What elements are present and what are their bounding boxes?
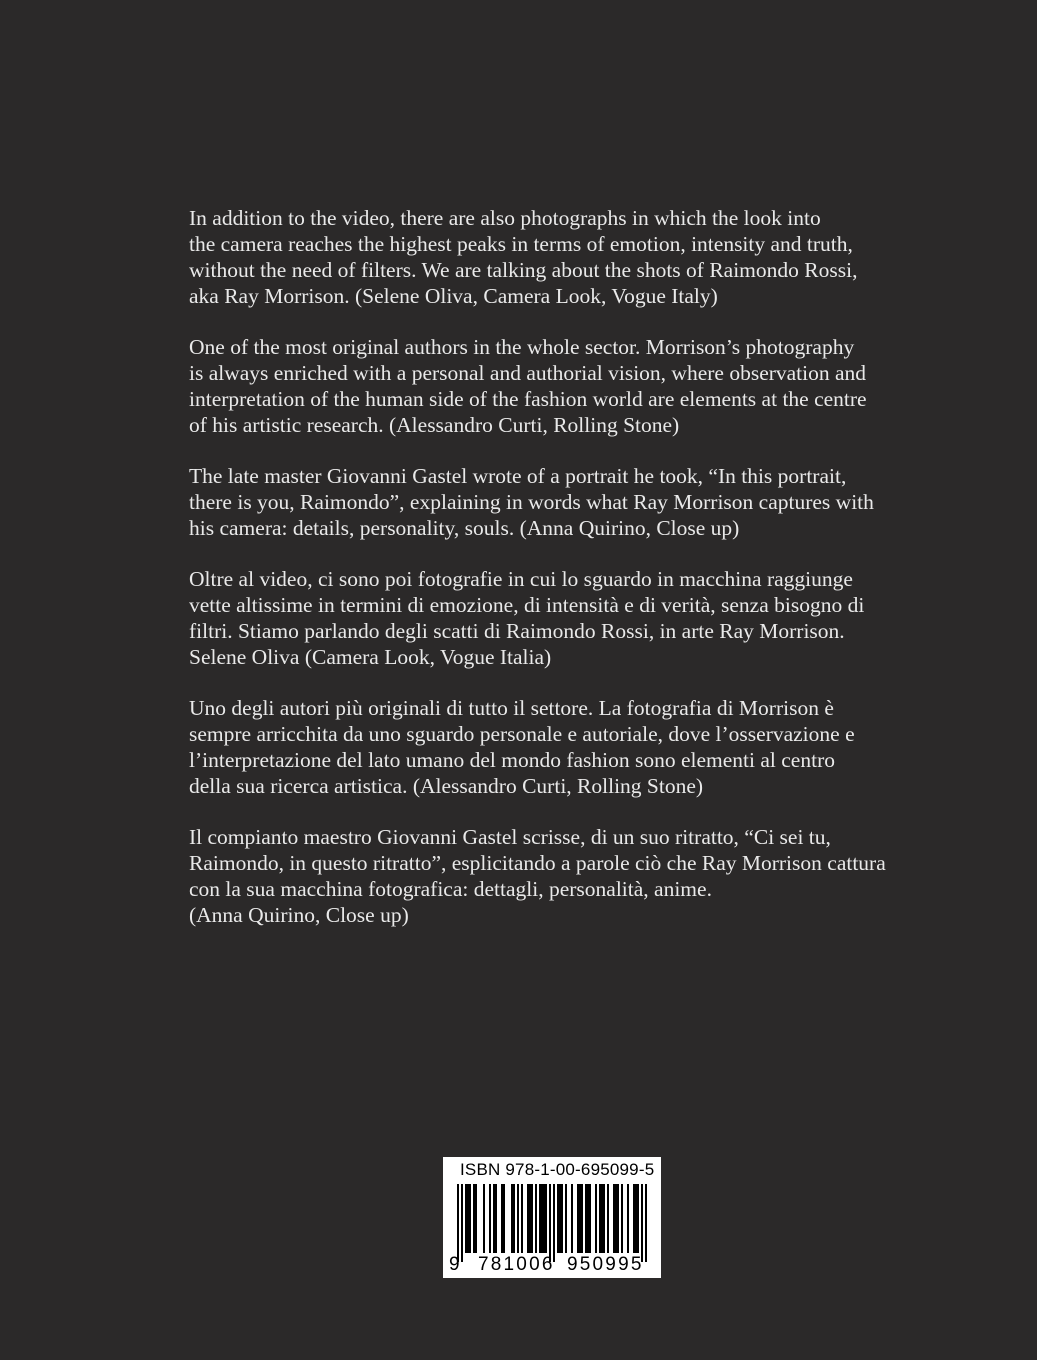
barcode-bar (475, 1184, 477, 1253)
text-line: Uno degli autori più originali di tutto il settore. La fotografia di Morrison è (189, 696, 834, 720)
text-line: is always enriched with a personal and authorial vision, where observation and (189, 361, 867, 385)
text-line: In addition to the video, there are also photographs in which the look into (189, 206, 821, 230)
barcode-bar (531, 1184, 533, 1253)
review-paragraph-6 (189, 824, 949, 928)
barcode-bar (513, 1184, 515, 1253)
text-line: (Anna Quirino, Close up) (189, 903, 409, 927)
barcode-bar (617, 1184, 619, 1253)
barcode-bar (457, 1184, 459, 1262)
text-line: filtri. Stiamo parlando degli scatti di Raimondo Rossi, in arte Ray Morrison. (189, 619, 845, 643)
text-line: Il compianto maestro Giovanni Gastel scrisse, di un suo ritratto, “Ci sei tu, (189, 825, 831, 849)
barcode-bar (511, 1184, 513, 1253)
barcode-bar (577, 1184, 579, 1253)
barcode-bar (517, 1184, 519, 1253)
barcode-bar (589, 1184, 591, 1253)
barcode-bar (645, 1184, 647, 1262)
review-paragraph-4 (189, 566, 949, 670)
isbn-label: ISBN 978-1-00-695099-5 (460, 1160, 655, 1179)
barcode-bar (527, 1184, 529, 1253)
text-line: con la sua macchina fotografica: dettagli, personalità, anime. (189, 877, 712, 901)
review-paragraph-1 (189, 205, 949, 309)
barcode-bar (585, 1184, 587, 1253)
barcode-bar (469, 1184, 471, 1253)
text-line: One of the most original authors in the whole sector. Morrison’s photography (189, 335, 855, 359)
barcode-first-digit: 9 (449, 1254, 462, 1275)
barcode-bar (545, 1184, 547, 1253)
barcode-bar (607, 1184, 609, 1253)
barcode-bar (541, 1184, 543, 1253)
barcode-bar (559, 1184, 561, 1253)
barcode-bar (561, 1184, 563, 1253)
barcode-bar (613, 1184, 615, 1253)
text-line: Oltre al video, ci sono poi fotografie in cui lo sguardo in macchina raggiunge (189, 567, 853, 591)
barcode-bar (553, 1184, 555, 1262)
barcode-bar (461, 1184, 463, 1262)
text-line: interpretation of the human side of the fashion world are elements at the centre (189, 387, 867, 411)
barcode-bar (529, 1184, 531, 1253)
barcode-bar (489, 1184, 491, 1253)
text-line: vette altissime in termini di emozione, di intensità e di verità, senza bisogno di (189, 593, 865, 617)
barcode-bar (635, 1184, 637, 1253)
barcode-bar (587, 1184, 589, 1253)
barcode-bar (615, 1184, 617, 1253)
barcode-bar (465, 1184, 467, 1253)
barcode-bar (603, 1184, 605, 1253)
barcode-bar (557, 1184, 559, 1253)
barcode-bar (493, 1184, 495, 1253)
barcode-bar (549, 1184, 551, 1262)
barcode-bar (543, 1184, 545, 1253)
barcode-bar (521, 1184, 523, 1253)
text-line: the camera reaches the highest peaks in terms of emotion, intensity and truth, (189, 232, 853, 256)
blurb-text (189, 205, 949, 953)
text-line: l’interpretazione del lato umano del mondo fashion sono elementi al centro (189, 748, 835, 772)
barcode-bar (599, 1184, 601, 1253)
barcode-bar (503, 1184, 505, 1253)
text-line: della sua ricerca artistica. (Alessandro Curti, Rolling Stone) (189, 774, 704, 798)
text-line: Selene Oliva (Camera Look, Vogue Italia) (189, 645, 552, 669)
text-line: Raimondo, in questo ritratto”, esplicitando a parole ciò che Ray Morrison cattura (189, 851, 886, 875)
barcode-bar (627, 1184, 629, 1253)
barcode-bar (483, 1184, 485, 1253)
barcode-bar (637, 1184, 639, 1253)
text-line: sempre arricchita da uno sguardo personale e autoriale, dove l’osservazione e (189, 722, 855, 746)
barcode-left-digits: 781006 (478, 1254, 555, 1275)
barcode-bar (581, 1184, 583, 1253)
barcode-right-digits: 950995 (567, 1254, 644, 1275)
isbn-barcode (443, 1157, 661, 1278)
text-line: his camera: details, personality, souls. (Anna Quirino, Close up) (189, 516, 740, 540)
review-paragraph-2 (189, 334, 949, 438)
barcode-bar (595, 1184, 597, 1253)
barcode-bar (621, 1184, 623, 1253)
review-paragraph-3 (189, 463, 949, 541)
barcode-bar (571, 1184, 573, 1253)
text-line: there is you, Raimondo”, explaining in words what Ray Morrison captures with (189, 490, 874, 514)
text-line: without the need of filters. We are talking about the shots of Raimondo Rossi, (189, 258, 858, 282)
barcode-bar (473, 1184, 475, 1253)
barcode-bar (579, 1184, 581, 1253)
review-paragraph-5 (189, 695, 949, 799)
barcode-bar (535, 1184, 537, 1253)
barcode-bar (539, 1184, 541, 1253)
text-line: aka Ray Morrison. (Selene Oliva, Camera Look, Vogue Italy) (189, 284, 718, 308)
barcode-bar (633, 1184, 635, 1253)
barcode-bar (467, 1184, 469, 1253)
barcode-bar (565, 1184, 567, 1253)
text-line: The late master Giovanni Gastel wrote of a portrait he took, “In this portrait, (189, 464, 847, 488)
barcode-bar (501, 1184, 503, 1253)
barcode-bar (641, 1184, 643, 1262)
barcode-bar (601, 1184, 603, 1253)
text-line: of his artistic research. (Alessandro Curti, Rolling Stone) (189, 413, 680, 437)
barcode-bar (495, 1184, 497, 1253)
